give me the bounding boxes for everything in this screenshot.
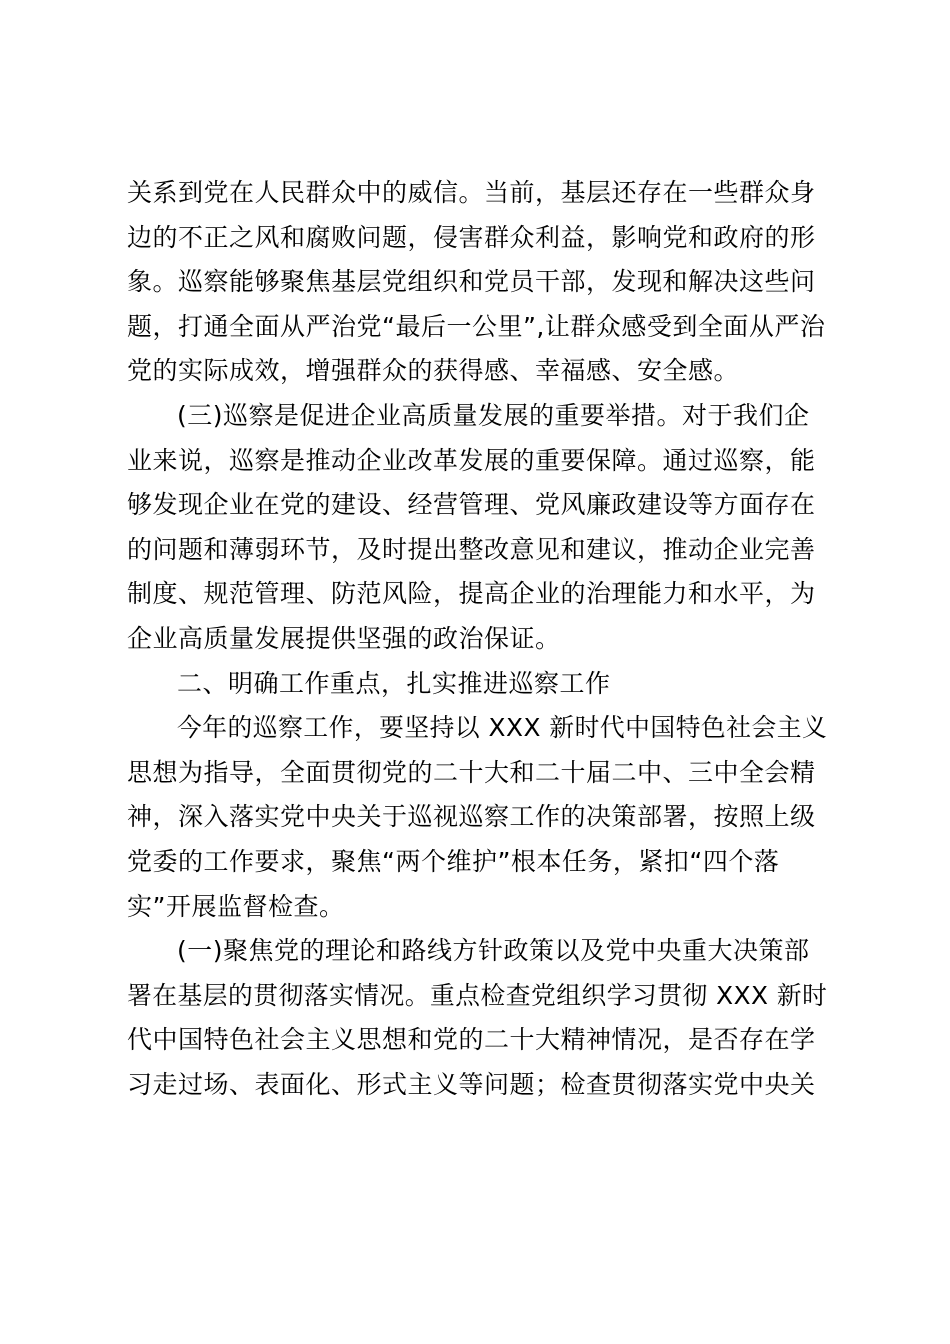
text-line: 题，打通全面从严治党“最后一公里”,让群众感受到全面从严治 [127,311,826,341]
text-line: 够发现企业在党的建设、经营管理、党风廉政建设等方面存在 [127,490,816,520]
text-line: 的问题和薄弱环节，及时提出整改意见和建议，推动企业完善 [127,534,816,564]
document-body [127,171,827,1107]
text-line: 业来说，巡察是推动企业改革发展的重要保障。通过巡察，能 [127,445,816,475]
text-line: 代中国特色社会主义思想和党的二十大精神情况，是否存在学 [127,1025,816,1055]
text-line: 关系到党在人民群众中的威信。当前，基层还存在一些群众身 [127,178,816,207]
text-line: 党的实际成效，增强群众的获得感、幸福感、安全感。 [127,356,740,386]
text-line: 二、明确工作重点，扎实推进巡察工作 [177,668,611,698]
text-line: 边的不正之风和腐败问题，侵害群众利益，影响党和政府的形 [127,222,816,252]
text-line: (一)聚焦党的理论和路线方针政策以及党中央重大决策部 [177,936,810,966]
text-line: (三)巡察是促进企业高质量发展的重要举措。对于我们企 [177,400,810,430]
text-line: 神，深入落实党中央关于巡视巡察工作的决策部署，按照上级 [127,802,816,832]
text-line: 思想为指导，全面贯彻党的二十大和二十届二中、三中全会精 [127,757,816,787]
text-line: 党委的工作要求，聚焦“两个维护”根本任务，紧扣“四个落 [127,846,780,876]
text-line: 制度、规范管理、防范风险，提高企业的治理能力和水平，为 [127,579,816,609]
text-line: 今年的巡察工作，要坚持以 XXX 新时代中国特色社会主义 [177,713,828,743]
text-line: 企业高质量发展提供坚强的政治保证。 [127,623,561,653]
text-line: 象。巡察能够聚焦基层党组织和党员干部，发现和解决这些问 [127,267,816,297]
text-line: 署在基层的贯彻落实情况。重点检查党组织学习贯彻 XXX 新时 [127,980,828,1010]
text-line: 实”开展监督检查。 [127,891,345,921]
text-line: 习走过场、表面化、形式主义等问题；检查贯彻落实党中央关 [127,1069,816,1099]
